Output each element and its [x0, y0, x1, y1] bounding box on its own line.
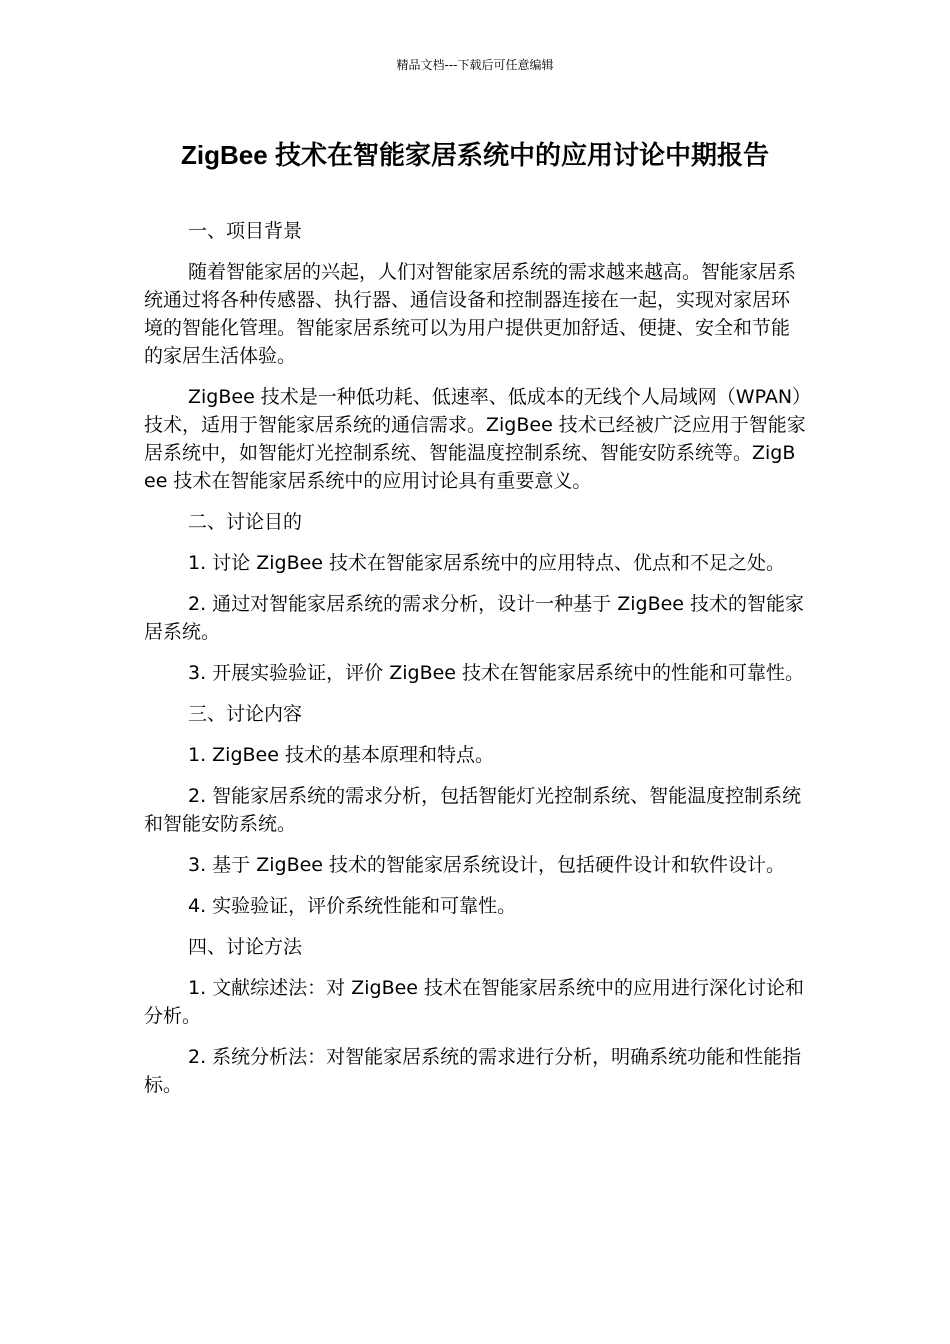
list-item: 1. 文献综述法：对 ZigBee 技术在智能家居系统中的应用进行深化讨论和分析。 — [144, 977, 805, 1027]
list-item: 4. 实验验证，评价系统性能和可靠性。 — [188, 895, 517, 917]
list-item: 3. 开展实验验证，评价 ZigBee 技术在智能家居系统中的性能和可靠性。 — [188, 662, 805, 684]
list-item: 1. ZigBee 技术的基本原理和特点。 — [188, 744, 494, 766]
paragraph: ZigBee 技术是一种低功耗、低速率、低成本的无线个人局域网（WPAN）技术，适用于智能家居系统的通信需求。ZigBee 技术已经被广泛应用于智能家居系统中，如智能灯光控制系统、智能温度控制系统、智能安防系统等。ZigBee 技术在智能家居系统中的应用讨论具有重要意义。 — [144, 386, 806, 492]
list-item: 2. 系统分析法：对智能家居系统的需求进行分析，明确系统功能和性能指标。 — [144, 1046, 802, 1096]
paragraph: 随着智能家居的兴起，人们对智能家居系统的需求越来越高。智能家居系统通过将各种传感器、执行器、通信设备和控制器连接在一起，实现对家居环境的智能化管理。智能家居系统可以为用户提供更加舒适、便捷、安全和节能的家居生活体验。 — [144, 261, 797, 367]
list-item: 1. 讨论 ZigBee 技术在智能家居系统中的应用特点、优点和不足之处。 — [188, 552, 786, 574]
section-heading-method: 四、讨论方法 — [188, 936, 303, 958]
list-item: 3. 基于 ZigBee 技术的智能家居系统设计，包括硬件设计和软件设计。 — [188, 854, 786, 876]
list-item: 2. 智能家居系统的需求分析，包括智能灯光控制系统、智能温度控制系统和智能安防系统。 — [144, 785, 802, 835]
document-title: ZigBee 技术在智能家居系统中的应用讨论中期报告 — [181, 140, 769, 170]
document-body — [144, 217, 806, 1112]
section-heading-background: 一、项目背景 — [188, 220, 303, 242]
section-heading-purpose: 二、讨论目的 — [188, 511, 303, 533]
section-heading-content: 三、讨论内容 — [188, 703, 303, 725]
page-header: 精品文档---下载后可任意编辑 — [396, 58, 554, 72]
list-item: 2. 通过对智能家居系统的需求分析，设计一种基于 ZigBee 技术的智能家居系统。 — [144, 593, 805, 643]
